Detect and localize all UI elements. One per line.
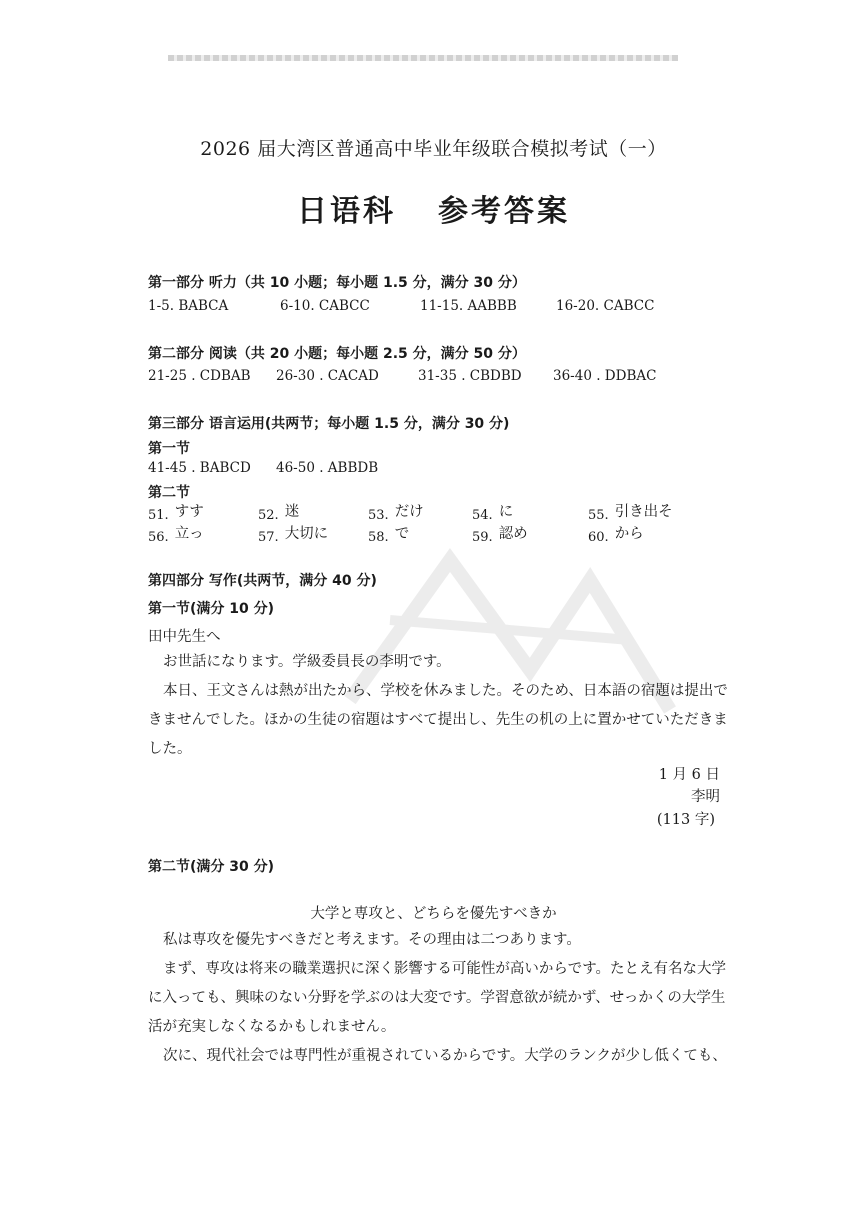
fill-answer-58: 58. で [368,526,410,545]
part2-heading: 第二部分 阅读（共 20 小题；每小题 2.5 分，满分 50 分） [148,346,526,362]
part4-section2-label: 第二节(满分 30 分) [148,859,275,875]
fill-answer-56: 56. 立っ [148,526,204,545]
letter-signature: 李明 [691,789,720,805]
fill-answer-55: 55. 引き出そ [588,504,673,523]
letter-paragraph: 本日、王文さんは熱が出たから、学校を休みました。そのため、日本語の宿題は提出できませんでした。ほかの生徒の宿題はすべて提出し、先生の机の上に置かせていただきました。 [148,683,728,757]
fill-answer-57: 57. 大切に [258,526,329,545]
letter-date: 1 月 6 日 [658,767,720,783]
answer-group: 31-35 . CBDBD [418,368,522,384]
essay-paragraph: 私は専攻を優先すべきだと考えます。その理由は二つあります。 [163,932,581,948]
answer-group: 1-5. BABCA [148,298,229,314]
answer-group: 41-45 . BABCD [148,460,251,476]
part3-section1-label: 第一节 [148,441,190,457]
part4-section1-label: 第一节(满分 10 分) [148,601,275,617]
answer-group: 46-50 . ABBDB [276,460,379,476]
part1-heading: 第一部分 听力（共 10 小题；每小题 1.5 分，满分 30 分） [148,275,526,291]
answer-group: 11-15. AABBB [420,298,517,314]
fill-answer-51: 51. すす [148,504,204,523]
essay-title: 大学と専攻と、どちらを優先すべきか [310,906,557,922]
answer-group: 16-20. CABCC [556,298,655,314]
subject-title [0,186,867,230]
scan-header-strip [168,55,678,61]
fill-answer-54: 54. に [472,504,514,523]
subject-name: 日语科 [297,194,396,229]
answer-group: 6-10. CABCC [280,298,370,314]
fill-answer-52: 52. 迷 [258,504,300,523]
letter-salutation: 田中先生へ [148,629,221,645]
fill-answer-53: 53. だけ [368,504,424,523]
part4-heading: 第四部分 写作(共两节，满分 40 分) [148,573,377,589]
answer-group: 36-40 . DDBAC [553,368,657,384]
part3-heading: 第三部分 语言运用(共两节；每小题 1.5 分，满分 30 分) [148,416,510,432]
fill-answer-59: 59. 認め [472,526,528,545]
exam-title: 2026 届大湾区普通高中毕业年级联合模拟考试（一） [200,138,667,160]
fill-answer-60: 60. から [588,526,644,545]
essay-paragraph: まず、専攻は将来の職業選択に深く影響する可能性が高いからです。たとえ有名な大学に入っても、興味のない分野を学ぶのは大変です。学習意欲が続かず、せっかくの大学生活が充実しなくなるかもしれません。 [148,961,727,1035]
letter-paragraph: お世話になります。学級委員長の李明です。 [163,654,451,670]
answer-group: 26-30 . CACAD [276,368,379,384]
essay-paragraph: 次に、現代社会では専門性が重視されているからです。大学のランクが少し低くても、 [163,1048,727,1064]
part3-section2-label: 第二节 [148,485,190,501]
letter-char-count: (113 字) [656,812,715,828]
answer-group: 21-25 . CDBAB [148,368,251,384]
doc-type: 参考答案 [438,194,570,229]
